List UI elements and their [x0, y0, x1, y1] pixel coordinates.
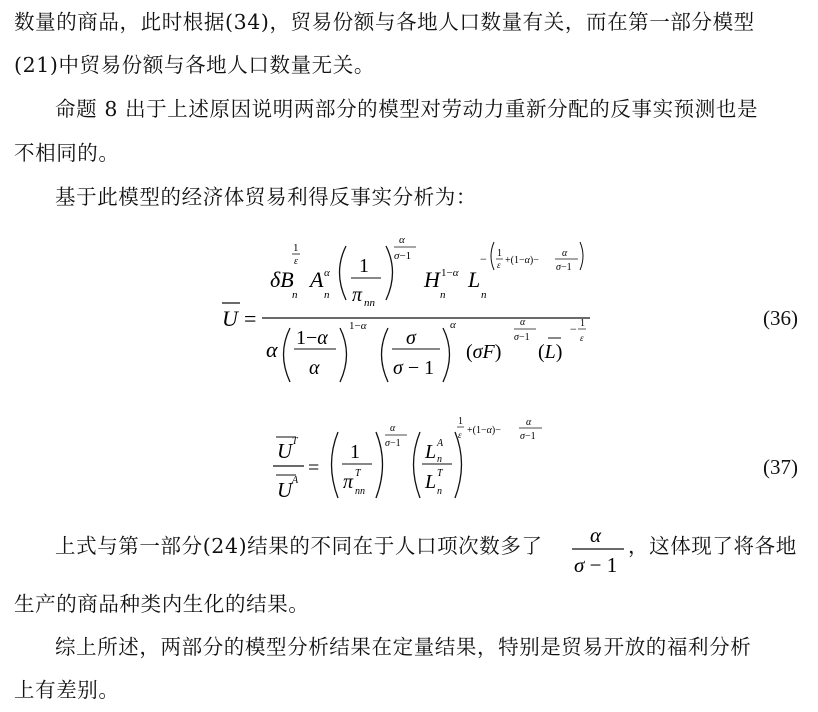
svg-text:n: n — [440, 289, 446, 301]
svg-text:U: U — [277, 478, 293, 502]
svg-text:σ−1: σ−1 — [385, 438, 401, 449]
svg-text:α: α — [324, 267, 330, 279]
svg-text:σ−1: σ−1 — [514, 332, 530, 343]
paragraph-1-line-2: (21)中贸易份额与各地人口数量无关。 — [14, 53, 375, 77]
svg-text:(σF): (σF) — [466, 341, 502, 363]
svg-text:−: − — [480, 252, 487, 266]
svg-text:L: L — [468, 267, 481, 292]
svg-text:α: α — [526, 417, 532, 428]
svg-text:σ−1: σ−1 — [556, 262, 572, 273]
svg-text:α: α — [562, 248, 568, 259]
svg-text:+(1−α)−: +(1−α)− — [467, 425, 501, 436]
svg-text:T: T — [292, 436, 298, 447]
svg-text:L: L — [425, 441, 437, 463]
svg-text:ε: ε — [294, 256, 298, 267]
svg-text:ε: ε — [580, 333, 584, 343]
svg-text:A: A — [292, 475, 299, 486]
paragraph-2-line-2: 不相同的。 — [14, 141, 120, 165]
equation-36 — [0, 220, 818, 390]
svg-text:1: 1 — [359, 255, 369, 277]
svg-text:α: α — [309, 357, 320, 379]
equation-37-number: (37) — [763, 455, 798, 479]
svg-text:=: = — [244, 306, 257, 331]
svg-text:α: α — [520, 317, 526, 328]
svg-text:U: U — [222, 306, 238, 331]
svg-text:σ − 1: σ − 1 — [393, 357, 435, 379]
svg-text:1−α: 1−α — [349, 320, 367, 332]
svg-text:A: A — [310, 267, 324, 292]
svg-text:1: 1 — [580, 318, 585, 329]
svg-text:α: α — [266, 337, 278, 362]
paragraph-2-line-1: 命题 8 出于上述原因说明两部分的模型对劳动力重新分配的反事实预测也是 — [55, 97, 759, 121]
svg-text:ε: ε — [497, 260, 501, 270]
equation-37 — [0, 412, 818, 512]
svg-text:α: α — [450, 319, 456, 331]
svg-text:T: T — [437, 468, 443, 479]
svg-text:(L): (L) — [538, 341, 563, 363]
svg-text:n: n — [481, 289, 487, 301]
svg-text:1−α: 1−α — [441, 267, 459, 279]
svg-text:δB: δB — [270, 267, 294, 292]
paragraph-4-line-1-start: 上式与第一部分(24)结果的不同在于人口项次数多了 — [55, 534, 543, 558]
paragraph-1-line-1: 数量的商品，此时根据(34)，贸易份额与各地人口数量有关，而在第一部分模型 — [14, 10, 755, 34]
svg-text:nn: nn — [364, 297, 375, 309]
inline-fraction-alpha-over-sigma-minus-1 — [568, 520, 628, 578]
svg-text:n: n — [324, 289, 330, 301]
svg-text:A: A — [437, 438, 444, 449]
svg-text:σ−1: σ−1 — [394, 250, 412, 262]
svg-text:α: α — [590, 523, 602, 547]
svg-text:−: − — [570, 322, 577, 336]
paragraph-4-line-1-end: ，这体现了将各地 — [628, 534, 797, 558]
svg-text:1−α: 1−α — [296, 327, 328, 349]
paragraph-5-line-2: 上有差别。 — [14, 678, 120, 702]
svg-text:+(1−α)−: +(1−α)− — [505, 255, 539, 266]
svg-text:1: 1 — [350, 441, 360, 463]
svg-text:σ−1: σ−1 — [520, 431, 536, 442]
svg-text:U: U — [277, 439, 293, 463]
paragraph-4-line-2: 生产的商品种类内生化的结果。 — [14, 592, 310, 616]
svg-text:L: L — [425, 471, 437, 493]
svg-text:H: H — [424, 267, 440, 292]
svg-text:ε: ε — [458, 430, 462, 440]
svg-text:α: α — [399, 234, 405, 246]
svg-text:T: T — [355, 468, 361, 479]
paragraph-5-line-1: 综上所述，两部分的模型分析结果在定量结果，特别是贸易开放的福利分析 — [55, 635, 752, 659]
svg-text:=: = — [308, 457, 320, 479]
svg-text:1: 1 — [497, 248, 502, 259]
svg-text:1: 1 — [458, 416, 463, 427]
paragraph-3-line-1: 基于此模型的经济体贸易利得反事实分析为： — [55, 185, 477, 209]
svg-text:n: n — [437, 486, 442, 497]
equation-36-number: (36) — [763, 306, 798, 330]
svg-text:π: π — [343, 471, 354, 493]
svg-text:α: α — [390, 423, 396, 434]
svg-text:n: n — [437, 454, 442, 465]
svg-text:π: π — [352, 284, 363, 306]
svg-text:n: n — [292, 289, 298, 301]
svg-text:1: 1 — [293, 242, 299, 254]
svg-text:σ − 1: σ − 1 — [574, 553, 618, 577]
svg-text:σ: σ — [406, 327, 416, 349]
svg-text:nn: nn — [355, 486, 365, 497]
